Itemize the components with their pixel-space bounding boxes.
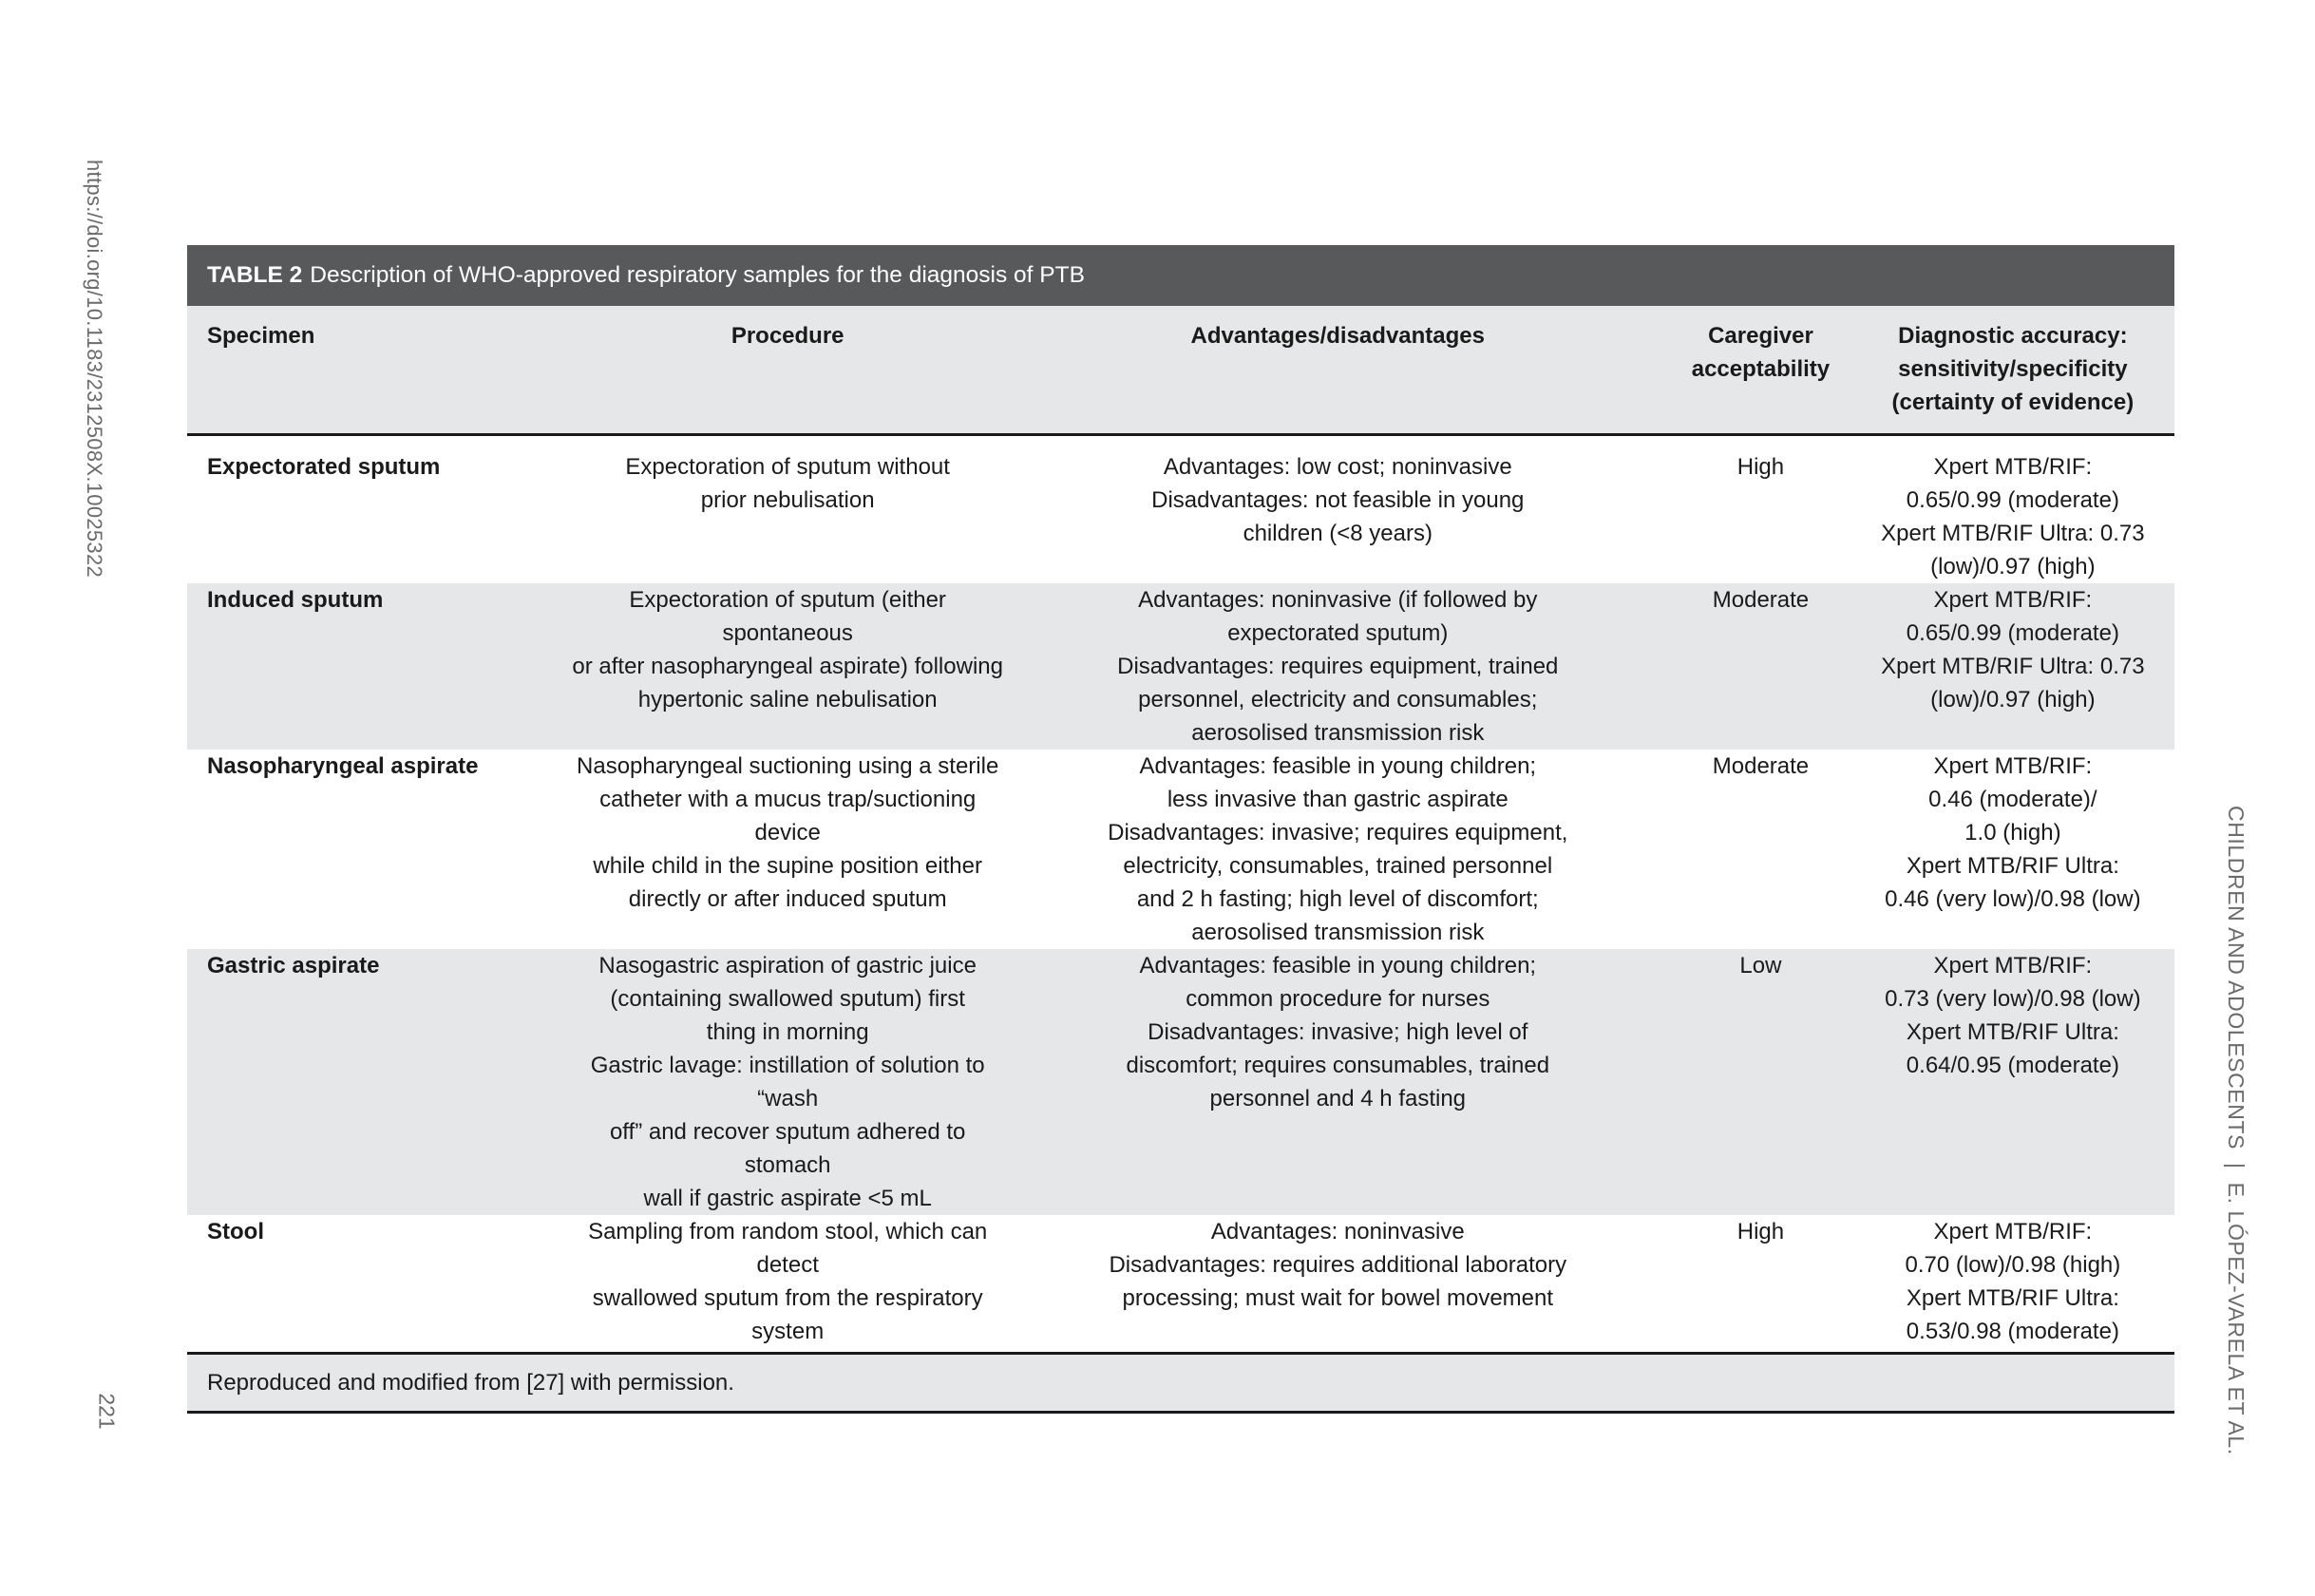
cell-acceptability: High [1736,454,1785,480]
table-row [187,435,2174,584]
cell-procedure: Sampling from random stool, which can detect swallowed sputum from the respiratory system [570,1215,1005,1354]
cell-advantages: Advantages: noninvasive (if followed by expectorated sputum) Disadvantages: requires equipment, trained personnel, electricity and consumables; aerosolised transmission risk [1117,587,1559,746]
table-2 [187,245,2174,1414]
cell-advantages: Advantages: noninvasive Disadvantages: requires additional laboratory processing; must wait for bowel movement [1005,1215,1670,1354]
cell-advantages: Advantages: feasible in young children; less invasive than gastric aspirate Disadvantages: invasive; requires equipment, electricity, consumables, trained personnel and 2 h fasting; high level of discomfort; aerosolised transmission risk [1108,753,1568,945]
table-row [187,750,2174,949]
cell-accuracy: Xpert MTB/RIF: 0.65/0.99 (moderate) Xpert MTB/RIF Ultra: 0.73 (low)/0.97 (high) [1881,587,2145,712]
header-specimen: Specimen [187,306,570,435]
header-advantages: Advantages/disadvantages [1005,306,1670,435]
table-row [187,1215,2174,1354]
cell-acceptability: Moderate [1712,753,1810,779]
cell-procedure: Expectoration of sputum (either spontaneous or after nasopharyngeal aspirate) following hypertonic saline nebulisation [572,587,1003,712]
cell-specimen: Expectorated sputum [207,454,441,480]
header-accuracy: Diagnostic accuracy: sensitivity/specificity (certainty of evidence) [1851,306,2174,435]
cell-procedure: Expectoration of sputum without prior nebulisation [625,454,950,513]
page-number: 221 [94,1393,120,1430]
cell-accuracy: Xpert MTB/RIF: 0.46 (moderate)/ 1.0 (high) Xpert MTB/RIF Ultra: 0.46 (very low)/0.98 (low) [1885,753,2141,912]
table-footnote: Reproduced and modified from [27] with permission. [187,1355,2174,1414]
cell-procedure: Nasopharyngeal suctioning using a sterile catheter with a mucus trap/suctioning device while child in the supine position either directly or after induced sputum [577,753,999,912]
cell-acceptability: High [1670,1215,1851,1354]
cell-advantages: Advantages: low cost; noninvasive Disadvantages: not feasible in young children (<8 years) [1151,454,1525,546]
running-head-authors: E. LÓPEZ-VARELA ET AL. [2224,1182,2249,1455]
cell-advantages: Advantages: feasible in young children; common procedure for nurses Disadvantages: invasive; high level of discomfort; requires consumables, trained personnel and 4 h fasting [1126,953,1550,1112]
specimen-table [187,306,2174,1355]
table-label: TABLE 2 [207,262,303,288]
cell-acceptability: Low [1739,953,1782,978]
cell-specimen: Gastric aspirate [207,953,380,978]
cell-accuracy: Xpert MTB/RIF: 0.65/0.99 (moderate) Xpert MTB/RIF Ultra: 0.73 (low)/0.97 (high) [1881,454,2145,580]
doi-link[interactable]: https://doi.org/10.1183/2312508X.10025322 [83,160,106,579]
table-row [187,949,2174,1215]
header-row [187,306,2174,435]
table-caption [187,245,2174,306]
running-head-separator: | [2224,1163,2249,1169]
table-caption-text: Description of WHO-approved respiratory samples for the diagnosis of PTB [310,262,1085,288]
cell-specimen: Nasopharyngeal aspirate [207,753,479,779]
header-procedure: Procedure [570,306,1005,435]
cell-procedure: Nasogastric aspiration of gastric juice (containing swallowed sputum) first thing in morning Gastric lavage: instillation of solution to “wash off” and recover sputum adhered to stomach wall if gastric aspirate <5 mL [590,953,985,1211]
table-row [187,583,2174,750]
cell-accuracy: Xpert MTB/RIF: 0.70 (low)/0.98 (high) Xpert MTB/RIF Ultra: 0.53/0.98 (moderate) [1851,1215,2174,1354]
header-acceptability: Caregiver acceptability [1670,306,1851,435]
cell-specimen: Induced sputum [207,587,384,613]
running-head [2223,806,2249,1455]
cell-acceptability: Moderate [1712,587,1810,613]
cell-accuracy: Xpert MTB/RIF: 0.73 (very low)/0.98 (low) Xpert MTB/RIF Ultra: 0.64/0.95 (moderate) [1885,953,2141,1078]
cell-specimen: Stool [187,1215,570,1354]
running-head-book: CHILDREN AND ADOLESCENTS [2224,806,2249,1150]
